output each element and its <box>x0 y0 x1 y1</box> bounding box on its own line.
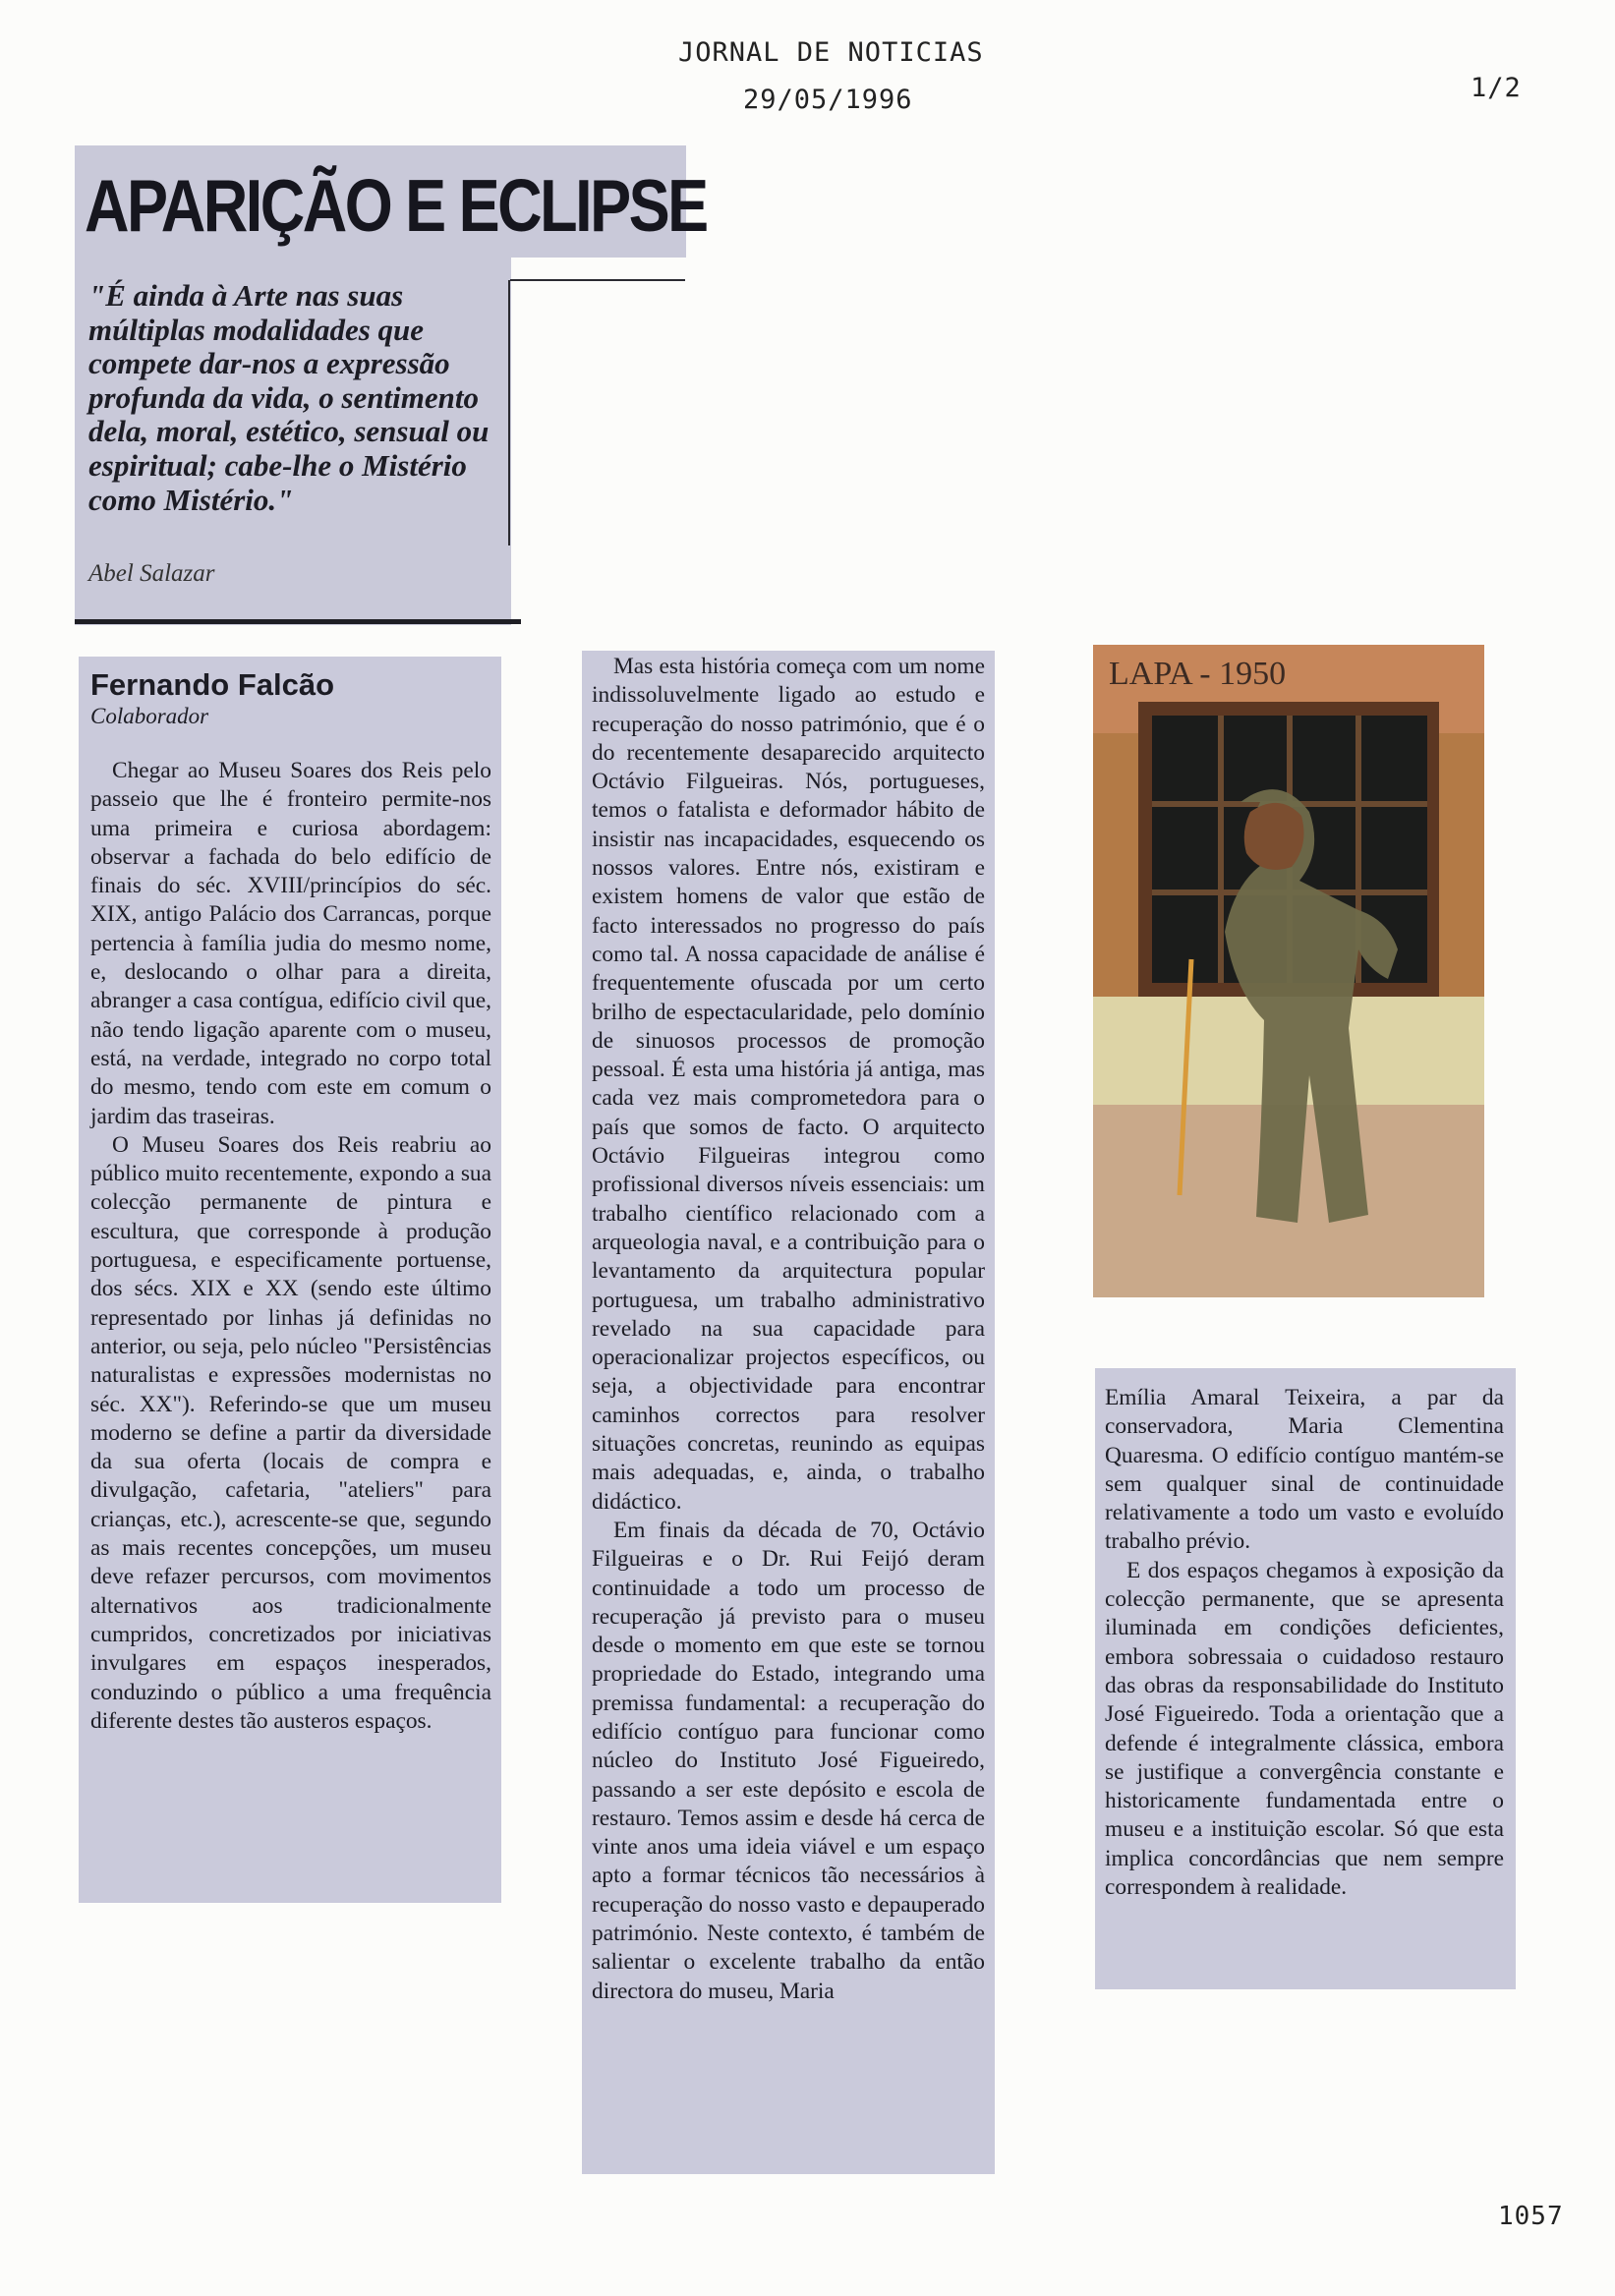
painting-signature: LAPA - 1950 <box>1109 656 1287 692</box>
paragraph: Chegar ao Museu Soares dos Reis pelo passeio que lhe é fronteiro permite-nos uma primeira e curiosa abordagem: observar a fachada do belo edifício de finais do séc. XVIII/princípios do séc. XIX, antigo Palácio dos Carrancas, porque pertencia à família judia do mesmo nome, e, deslocando o olhar para a direita, abranger a casa contígua, edifício civil que, não tendo ligação aparente com o museu, está, na verdade, integrado no corpo total do mesmo, tendo com este em comum o jardim das traseiras. <box>90 758 491 1129</box>
title-clipping <box>75 145 707 258</box>
quote-frame-top <box>510 279 685 281</box>
article-column-3 <box>1095 1368 1516 1989</box>
byline-author: Fernando Falcão <box>90 667 335 702</box>
newspaper-name: JORNAL DE NOTICIAS <box>678 37 984 68</box>
epigraph-author: Abel Salazar <box>88 560 215 587</box>
article-column-2 <box>582 651 995 2174</box>
publication-date: 29/05/1996 <box>743 85 913 115</box>
paragraph: Mas esta história começa com um nome indissoluvelmente ligado ao estudo e recuperação do nosso património, que é o do recentemente desaparecido arquitecto Octávio Filgueiras. Nós, portugueses, temos o fatalista e deformador hábito de insistir nas incapacidades, esquecendo os nossos valores. Entre nós, existiram e existem homens de valor que estão de facto interessados no progresso do país como tal. A nossa capacidade de análise é frequentemente ofuscada por um certo brilho de espectacularidade, pelo domínio de sinuosos processos de promoção pessoal. É esta uma história já antiga, mas cada vez mais comprometedora para o país que somos de facto. O arquitecto Octávio Filgueiras integrou como profissional diversos níveis essenciais: um trabalho científico relacionado com a arqueologia naval, e a contribuição para o levantamento da arquitectura popular portuguesa, um trabalho administrativo revelado na sua capacidade para operacionalizar projectos específicos, ou seja, a objectividade para encontrar caminhos correctos para resolver situações concretas, reunindo as equipas mais adequadas, e, ainda, o trabalho didáctico. <box>592 654 985 1515</box>
paragraph: Em finais da década de 70, Octávio Filgueiras e o Dr. Rui Feijó deram continuidade a todo um processo de recuperação já previsto para o museu desde o momento em que este se tornou propriedade do Estado, integrando uma premissa fundamental: a recuperação do edifício contíguo para funcionar como núcleo do Instituto José Figueiredo, passando a ser este depósito e escola de restauro. Temos assim e desde há cerca de vinte anos uma ideia viável e um espaço apto a formar técnicos tão necessários à recuperação do nosso vasto e depauperado património. Neste contexto, é também de salientar o excelente trabalho da então directora do museu, Maria <box>592 1517 985 2004</box>
divider-rule <box>75 619 521 624</box>
epigraph: "É ainda à Arte nas suas múltiplas modalidades que compete dar-nos a expressão profunda da vida, o sentimento dela, moral, estético, sensual ou espiritual; cabe-lhe o Mistério como Mistério." <box>88 278 490 517</box>
paragraph: E dos espaços chegamos à exposição da colecção permanente, que se apresenta iluminada em condições deficientes, embora sobressaia o cuidadoso restauro das obras da responsabilidade do Instituto José Figueiredo. Toda a orientação que a defende é integralmente clássica, embora se justifique a convergência constante e historicamente fundamentada entre o museu e a instituição escolar. Só que esta implica concordâncias que nem sempre correspondem à realidade. <box>1105 1557 1504 1901</box>
painting-image <box>1093 645 1484 1297</box>
paragraph: Emília Amaral Teixeira, a par da conservadora, Maria Clementina Quaresma. O edifício contíguo mantém-se sem qualquer sinal de continuidade relativamente a todo um vasto e evoluído trabalho prévio. <box>1105 1385 1504 1555</box>
quote-frame-side <box>508 280 510 545</box>
article-title: APARIÇÃO E ECLIPSE <box>85 164 707 247</box>
paragraph: O Museu Soares dos Reis reabriu ao público muito recentemente, expondo a sua colecção permanente de pintura e escultura, que corresponde à produção portuguesa, e especificamente portuense, dos sécs. XIX e XX (sendo este último representado por linhas já definidas no anterior, ou seja, pelo núcleo "Persistências naturalistas e expressões modernistas no séc. XX"). Referindo-se que um museu moderno se define a partir da diversidade da sua oferta (locais de compra e divulgação, cafetaria, "ateliers" para crianças, etc.), acrescente-se que, segundo as mais recentes concepções, um museu deve refazer percursos, com movimentos alternativos aos tradicionalmente cumpridos, concretizados por iniciativas invulgares em espaços inesperados, conduzindo o público a uma frequência diferente destes tão austeros espaços. <box>90 1131 491 1734</box>
article-column-1 <box>79 657 501 1903</box>
page-indicator: 1/2 <box>1471 73 1522 103</box>
byline-role: Colaborador <box>90 704 209 728</box>
epigraph-box <box>75 258 511 625</box>
archive-page-number: 1057 <box>1498 2202 1564 2231</box>
